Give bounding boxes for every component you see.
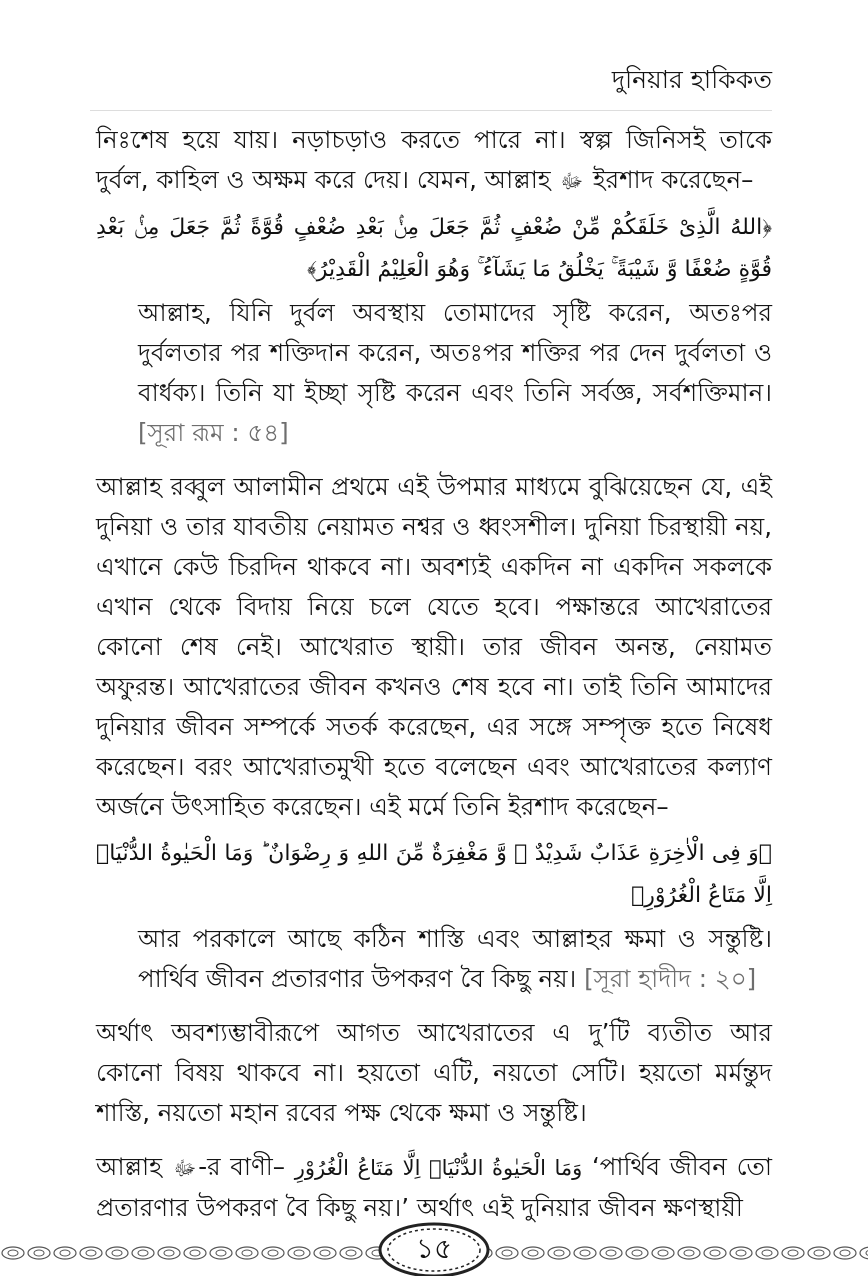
arabic-verse-1: ﴿اللهُ الَّذِىْ خَلَقَكُمْ مِّنْ ضُعْفٍ ثُمَّ جَعَلَ مِنْۢ بَعْدِ ضُعْفٍ قُوَّةً ثُمَّ جَعَلَ مِنْۢ بَعْدِ قُوَّةٍ ضُعْفًا وَّ شَيْبَةً ۚ يَخْلُقُ مَا يَشَآءُ ۚ وَهُوَ الْعَلِيْمُ الْقَدِيْرُ﴾ [96,215,772,282]
paragraph-3: অর্থাৎ অবশ্যম্ভাবীরূপে আগত আখেরাতের এ দু’টি ব্যতীত আর কোনো বিষয় থাকবে না। হয়তো এটি, নয়তো সেটি। হয়তো মর্মন্তুদ শাস্তি, নয়তো মহান রবের পক্ষ থেকে ক্ষমা ও সন্তুষ্টি। [96,1018,772,1127]
paragraph-2: আল্লাহ রব্বুল আলামীন প্রথমে এই উপমার মাধ্যমে বুঝিয়েছেন যে, এই দুনিয়া ও তার যাবতীয় নেয়ামত নশ্বর ও ধ্বংসশীল। দুনিয়া চিরস্থায়ী নয়, এখানে কেউ চিরদিন থাকবে না। অবশ্যই একদিন না একদিন সকলকে এখান থেকে বিদায় নিয়ে চলে যেতে হবে। পক্ষান্তরে আখেরাতের কোনো শেষ নেই। আখেরাত স্থায়ী। তার জীবন অনন্ত, নেয়ামত অফুরন্ত। আখেরাতের জীবন কখনও শেষ হবে না। তাই তিনি আমাদের দুনিয়ার জীবন সম্পর্কে সতর্ক করেছেন, এর সঙ্গে সম্পৃক্ত হতে নিষেধ করেছেন। বরং আখেরাতমুখী হতে বলেছেন এবং আখেরাতের কল্যাণ অর্জনে উৎসাহিত করেছেন। এই মর্মে তিনি ইরশাদ করেছেন– [96,472,772,821]
paragraph-4-mid: -র বাণী– [198,1152,286,1181]
translation-2-text: আর পরকালে আছে কঠিন শাস্তি এবং আল্লাহর ক্ষমা ও সন্তুষ্টি। পার্থিব জীবন প্রতারণার উপকরণ বৈ কিছু নয়। [138,924,772,993]
paragraph-1 [96,120,772,201]
paragraph-4-start: আল্লাহ [96,1152,162,1181]
running-header: দুনিয়ার হাকিকত [611,65,772,94]
page-footer [0,1214,868,1276]
reference-1: [সূরা রূম : ৫৪] [138,418,289,447]
translation-2 [138,919,772,999]
paragraph-1-text: নিঃশেষ হয়ে যায়। নড়াচড়াও করতে পারে না। স্বল্প জিনিসই তাকে দুর্বল, কাহিল ও অক্ষম করে দেয়। যেমন, আল্লাহ [96,125,772,194]
header-rule [90,110,772,111]
translation-1-text: আল্লাহ, যিনি দুর্বল অবস্থায় তোমাদের সৃষ্টি করেন, অতঃপর দুর্বলতার পর শক্তিদান করেন, অতঃপর শক্তির পর দেন দুর্বলতা ও বার্ধক্য। তিনি যা ইচ্ছা সৃষ্টি করেন এবং তিনি সর্বজ্ঞ, সর্বশক্তিমান। [138,298,772,407]
page-body [96,120,772,1228]
paragraph-4-end: ‘পার্থিব জীবন তো প্রতারণার উপকরণ বৈ কিছু নয়।’ অর্থাৎ এই দুনিয়ার জীবন ক্ষণস্থায়ী [96,1152,773,1222]
salawat-glyph: ﷻ [560,169,584,193]
translation-1 [138,293,772,453]
arabic-verse-2: ﴿وَ فِى الْاٰخِرَةِ عَذَابٌ شَدِيْدٌ ۙ وَّ مَغْفِرَةٌ مِّنَ اللهِ وَ رِضْوَانٌ ؕ وَمَا الْحَيٰوةُ الدُّنْيَاۤ اِلَّا مَتَاعُ الْغُرُوْرِ﴾ [96,841,772,908]
reference-2: [সূরা হাদীদ : ২০] [584,964,757,993]
page-number: ১৫ [415,1232,453,1265]
paragraph-1-end: ইরশাদ করেছেন– [592,165,754,194]
inline-arabic-quote: وَمَا الْحَيٰوةُ الدُّنْيَاۤ اِلَّا مَتَاعُ الْغُرُوْرِ [294,1156,583,1180]
salawat-glyph-2: ﷻ [173,1156,197,1180]
